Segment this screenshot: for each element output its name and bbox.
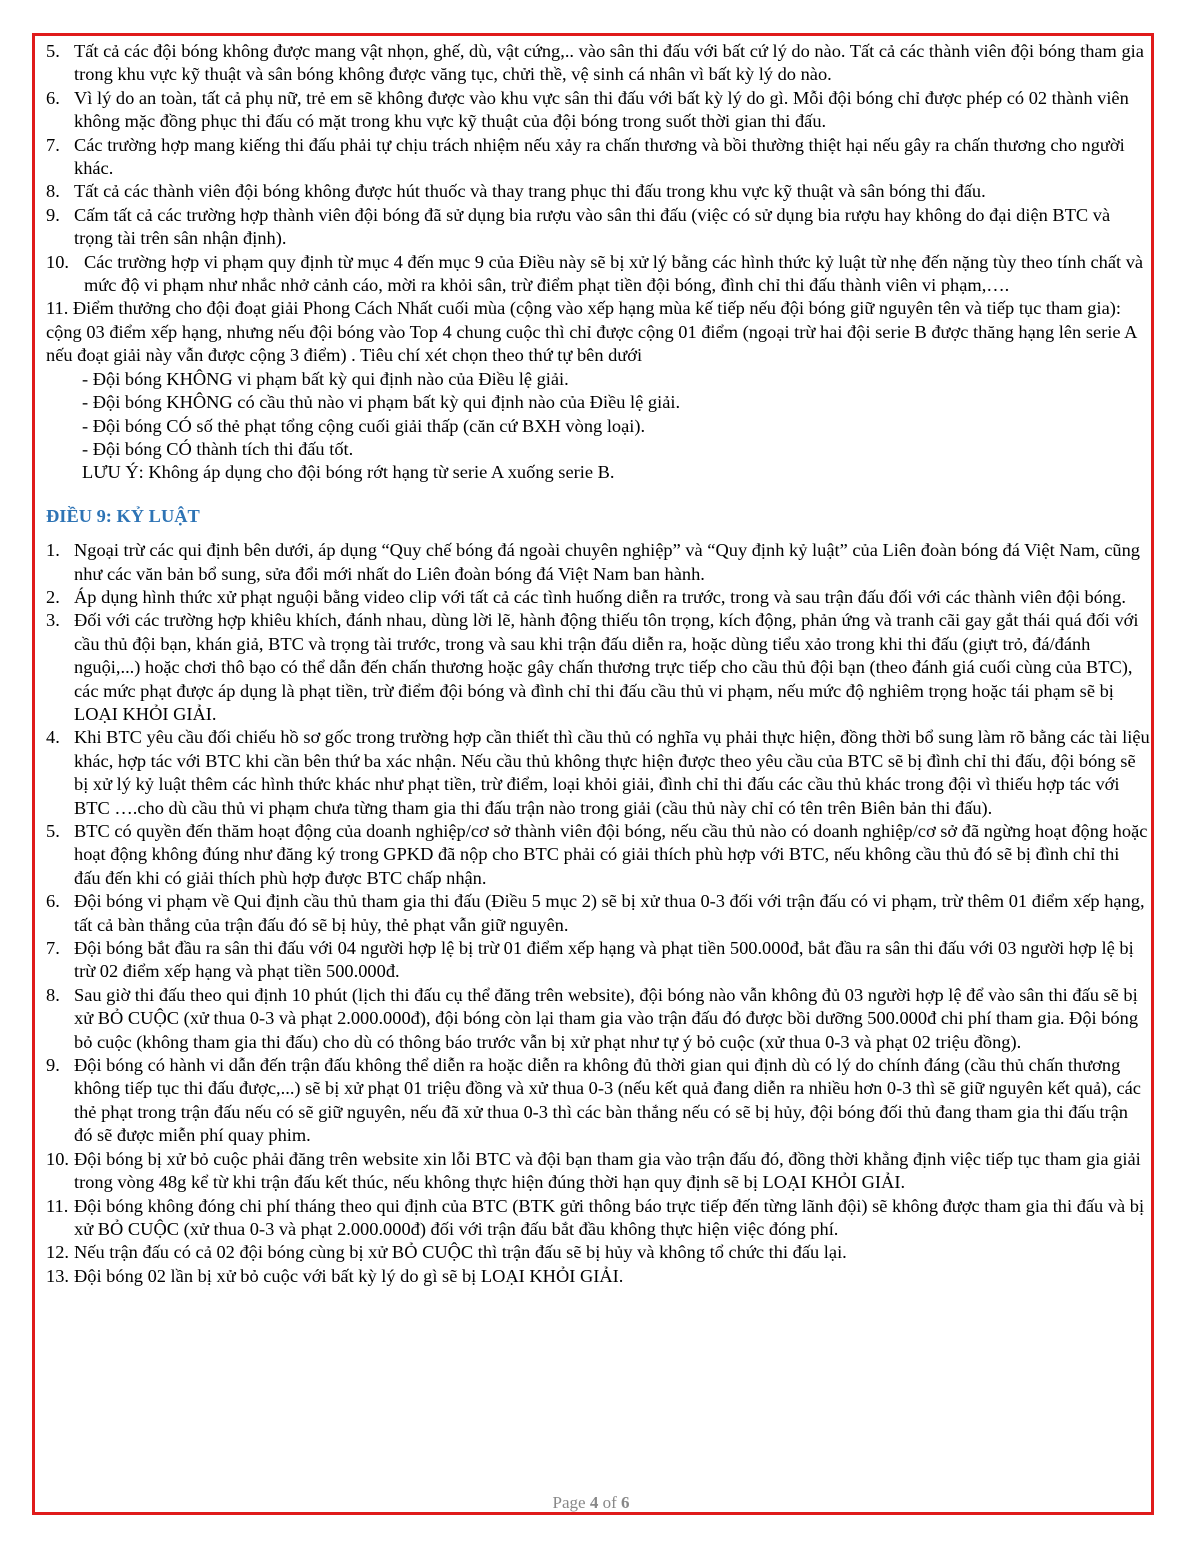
list-item (46, 40, 1150, 87)
list-item (46, 937, 1150, 984)
list-text: Vì lý do an toàn, tất cả phụ nữ, trẻ em sẽ không được vào khu vực sân thi đấu với bất kỳ lý do gì. Mỗi đội bóng chỉ được phép có 02 thành viên không mặc đồng phục thi đấu có mặt trong khu vực kỹ thuật của đội bóng trong suốt thời gian thi đấu. (74, 87, 1129, 132)
list-number: 4. (46, 727, 60, 748)
page-label: Page (552, 1493, 590, 1512)
list-text: Đội bóng bị xử bỏ cuộc phải đăng trên website xin lỗi BTC và đội bạn tham gia vào trận đấu đó, đồng thời khẳng định việc tiếp tục tham gia giải trong vòng 48g kể từ khi trận đấu kết thúc, nếu không thực hiện đúng thời hạn quy định sẽ bị LOẠI KHỎI GIẢI. (74, 1148, 1141, 1193)
list-item (46, 890, 1150, 937)
list-item (46, 1054, 1150, 1148)
list-item (46, 609, 1150, 726)
list-item (46, 1265, 1150, 1288)
list-item (46, 1148, 1150, 1195)
list-item (46, 204, 1150, 251)
criteria-line: - Đội bóng KHÔNG vi phạm bất kỳ qui định nào của Điều lệ giải. (82, 368, 569, 389)
list-item (46, 820, 1150, 890)
section-heading: ĐIỀU 9: KỶ LUẬT (46, 505, 200, 526)
list-item (46, 586, 1150, 609)
list-number: 10. (46, 1148, 69, 1169)
list-number: 8. (46, 984, 60, 1005)
list-item (46, 180, 1150, 203)
list-number: 6. (46, 891, 60, 912)
list-number: 7. (46, 134, 60, 155)
page-current: 4 (589, 1493, 599, 1512)
list-number: 9. (46, 204, 60, 225)
list-item (46, 1241, 1150, 1264)
list-number: 13. (46, 1265, 69, 1286)
list-item (46, 134, 1150, 181)
list-number: 9. (46, 1055, 60, 1076)
list-text: Áp dụng hình thức xử phạt nguội bằng video clip với tất cả các tình huống diễn ra trước, trong và sau trận đấu đối với các thành viên đội bóng. (74, 586, 1126, 607)
criteria-line: - Đội bóng CÓ số thẻ phạt tổng cộng cuối giải thấp (căn cứ BXH vòng loại). (82, 415, 646, 436)
list-text: Các trường hợp vi phạm quy định từ mục 4 đến mục 9 của Điều này sẽ bị xử lý bằng các hình thức kỷ luật từ nhẹ đến nặng tùy theo tính chất và mức độ vi phạm như nhắc nhở cảnh cáo, mời ra khỏi sân, trừ điểm phạt tiền đội bóng, đình chỉ thi đấu thành viên vi phạm,…. (84, 251, 1144, 296)
list-item (46, 726, 1150, 820)
list-number: 5. (46, 41, 60, 61)
criteria-line: - Đội bóng CÓ thành tích thi đấu tốt. (82, 438, 354, 459)
page-footer (0, 1493, 1182, 1513)
list-number: 1. (46, 540, 60, 561)
list-item (46, 87, 1150, 134)
list-text: Tất cả các đội bóng không được mang vật nhọn, ghế, dù, vật cứng,.. vào sân thi đấu với bất cứ lý do nào. Tất cả các thành viên đội bóng tham gia trong khu vực kỹ thuật và sân bóng không được văng tục, chửi thề, vệ sinh cá nhân vì bất kỳ lý do nào. (74, 41, 1144, 85)
list-text: Đội bóng 02 lần bị xử bỏ cuộc với bất kỳ lý do gì sẽ bị LOẠI KHỎI GIẢI. (74, 1265, 624, 1286)
list-text: Ngoại trừ các qui định bên dưới, áp dụng “Quy chế bóng đá ngoài chuyên nghiệp” và “Quy định kỷ luật” của Liên đoàn bóng đá Việt Nam, cũng như các văn bản bổ sung, sửa đổi mới nhất do Liên đoàn bóng đá Việt Nam ban hành. (74, 540, 1140, 584)
list-text: Đối với các trường hợp khiêu khích, đánh nhau, dùng lời lẽ, hành động thiếu tôn trọng, kích động, phản ứng và tranh cãi gay gắt thái quá đối với cầu thủ đội bạn, khán giả, BTC và trọng tài trước, trong và sau khi trận đấu diễn ra, hoặc dùng tiểu xảo trong khi thi đấu (giựt trỏ, đá/đánh nguội,...) hoặc chơi thô bạo có thể dẫn đến chấn thương hoặc gây chấn thương trực tiếp cho cầu thủ đội bạn (theo đánh giá cuối cùng của BTC), các mức phạt được áp dụng là phạt tiền, trừ điểm đội bóng và đình chỉ thi đấu cầu thủ vi phạm, nếu mức độ nghiêm trọng hoặc tái phạm sẽ bị LOẠI KHỎI GIẢI. (74, 610, 1139, 724)
list-number: 5. (46, 821, 60, 841)
list-number: 8. (46, 181, 60, 202)
list-item (46, 1195, 1150, 1242)
list-text: Cấm tất cả các trường hợp thành viên đội bóng đã sử dụng bia rượu vào sân thi đấu (việc có sử dụng bia rượu hay không do đại diện BTC và trọng tài trên sân nhận định). (74, 204, 1111, 249)
list-text: Sau giờ thi đấu theo qui định 10 phút (lịch thi đấu cụ thể đăng trên website), đội bóng nào vẫn không đủ 03 người hợp lệ để vào sân thi đấu sẽ bị xử BỎ CUỘC (xử thua 0-3 và phạt 2.000.000đ), đội bóng còn lại tham gia vào trận đấu đó được bồi dưỡng 500.000đ chi phí tham gia. Đội bóng bỏ cuộc (không tham gia thi đấu) cho dù có thông báo trước vẫn bị xử phạt như tự ý bỏ cuộc (xử thua 0-3 và phạt 02 triệu đồng). (74, 984, 1139, 1052)
list-number: 6. (46, 87, 60, 108)
item-11-paragraph: 11. Điểm thưởng cho đội đoạt giải Phong Cách Nhất cuối mùa (cộng vào xếp hạng mùa kế tiếp nếu đội bóng giữ nguyên tên và tiếp tục tham gia): cộng 03 điểm xếp hạng, nhưng nếu đội bóng vào Top 4 chung cuộc thì chỉ được cộng 01 điểm (ngoại trừ hai đội serie B được thăng hạng lên serie A nếu đoạt giải này vẫn được cộng 3 điểm) . Tiêu chí xét chọn theo thứ tự bên dưới (46, 298, 1137, 366)
list-text: Đội bóng có hành vi dẫn đến trận đấu không thể diễn ra hoặc diễn ra không đủ thời gian qui định dù có lý do chính đáng (cầu thủ chấn thương không tiếp tục thi đấu được,...) sẽ bị xử phạt 01 triệu đồng và xử thua 0-3 (nếu kết quả đang diễn ra nhiều hơn 0-3 thì sẽ giữ nguyên kết quả), các thẻ phạt trong trận đấu nếu có sẽ giữ nguyên, nếu đã xử thua 0-3 thì các bàn thắng nếu có sẽ bị hủy, đội bóng đối thủ đang tham gia thi đấu trận đó sẽ được miễn phí quay phim. (74, 1055, 1141, 1146)
list-number: 11. (46, 1195, 69, 1216)
list-text: Các trường hợp mang kiếng thi đấu phải tự chịu trách nhiệm nếu xảy ra chấn thương và bồi thường thiệt hại nếu gây ra chấn thương cho người khác. (74, 134, 1125, 179)
list-number: 12. (46, 1242, 69, 1263)
list-text: Tất cả các thành viên đội bóng không được hút thuốc và thay trang phục thi đấu trong khu vực kỹ thuật và sân bóng thi đấu. (74, 181, 986, 202)
list-item (46, 539, 1150, 586)
list-item (46, 251, 1150, 298)
list-text: BTC có quyền đến thăm hoạt động của doanh nghiệp/cơ sở thành viên đội bóng, nếu cầu thủ nào có doanh nghiệp/cơ sở đã ngừng hoạt động hoặc hoạt động không đúng như đăng ký trong GPKD đã nộp cho BTC phải có giải thích phù hợp với BTC, nếu không cầu thủ đó sẽ bị đình chỉ thi đấu đến khi có giải thích phù hợp được BTC chấp nhận. (74, 821, 1148, 888)
page-total: 6 (620, 1493, 630, 1512)
list-text: Đội bóng vi phạm về Qui định cầu thủ tham gia thi đấu (Điều 5 mục 2) sẽ bị xử thua 0-3 đối với trận đấu có vi phạm, trừ thêm 01 điểm xếp hạng, tất cả bàn thắng của trận đấu đó sẽ bị hủy, thẻ phạt vẫn giữ nguyên. (74, 891, 1145, 935)
list-number: 3. (46, 610, 60, 631)
list-item (46, 984, 1150, 1054)
list-text: Khi BTC yêu cầu đối chiếu hồ sơ gốc trong trường hợp cần thiết thì cầu thủ có nghĩa vụ phải thực hiện, đồng thời bổ sung làm rõ bằng các tài liệu khác, hợp tác với BTC khi cần bên thứ ba xác nhận. Nếu cầu thủ không thực hiện được theo yêu cầu của BTC sẽ bị đình chỉ thi đấu, đội bóng sẽ bị xử lý kỷ luật thêm các hình thức khác như phạt tiền, trừ điểm, loại khỏi giải, đình chỉ thi đấu các cầu thủ khác trong đội vì thiếu hợp tác với BTC ….cho dù cầu thủ vi phạm chưa từng tham gia thi đấu trận nào trong giải (cầu thủ này chỉ có tên trên Biên bản thi đấu). (74, 727, 1150, 818)
note-line: LƯU Ý: Không áp dụng cho đội bóng rớt hạng từ serie A xuống serie B. (82, 462, 615, 483)
list-text: Đội bóng không đóng chi phí tháng theo qui định của BTC (BTK gửi thông báo trực tiếp đến từng lãnh đội) sẽ không được tham gia thi đấu và bị xử BỎ CUỘC (xử thua 0-3 và phạt 2.000.000đ) đối với trận đấu bắt đầu không thực hiện việc đóng phí. (74, 1195, 1145, 1239)
list-text: Nếu trận đấu có cả 02 đội bóng cùng bị xử BỎ CUỘC thì trận đấu sẽ bị hủy và không tổ chức thi đấu lại. (74, 1242, 847, 1263)
page-of: of (598, 1493, 621, 1512)
list-number: 2. (46, 586, 60, 607)
list-text: Đội bóng bắt đầu ra sân thi đấu với 04 người hợp lệ bị trừ 01 điểm xếp hạng và phạt tiền 500.000đ, bắt đầu ra sân thi đấu với 03 người hợp lệ bị trừ 02 điểm xếp hạng và phạt tiền 500.000đ. (74, 938, 1134, 982)
document-body (46, 40, 1150, 1288)
criteria-line: - Đội bóng KHÔNG có cầu thủ nào vi phạm bất kỳ qui định nào của Điều lệ giải. (82, 392, 681, 413)
list-number: 10. (46, 251, 69, 272)
list-number: 7. (46, 938, 60, 959)
